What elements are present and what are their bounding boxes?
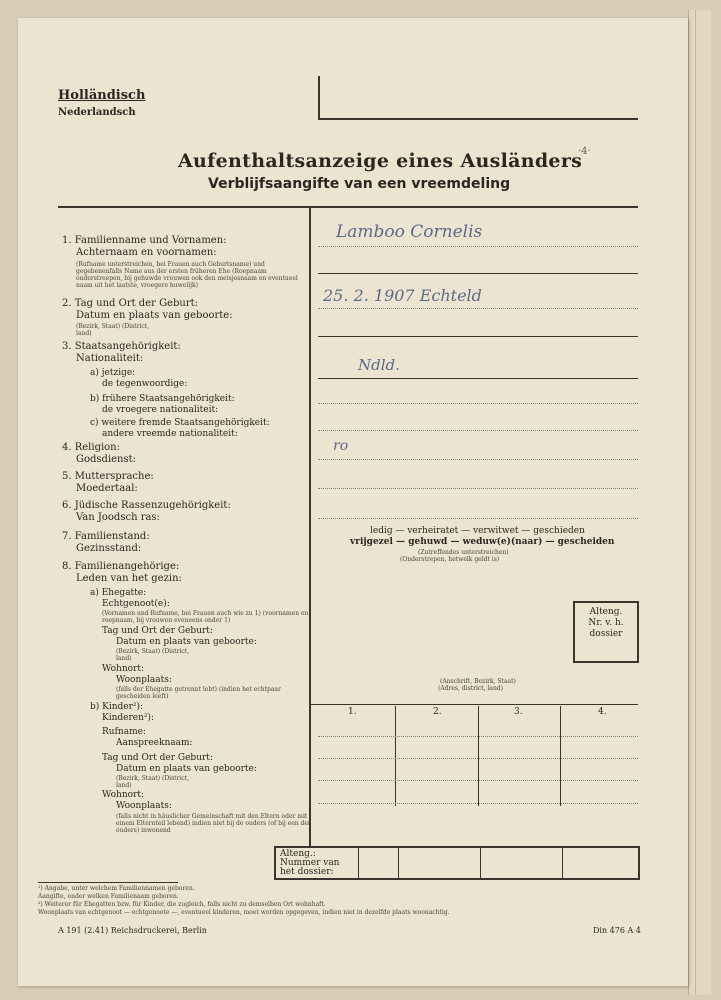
bracket-left xyxy=(318,76,320,120)
answer-name: Lamboo Cornelis xyxy=(336,222,483,242)
field-8a-residence-note: (falls der Ehegatte getrennt lebt) (indien het echtpaar gescheiden leeft) xyxy=(116,686,281,700)
title-nl: Verblijfsaangifte van een vreemdeling xyxy=(208,176,511,192)
column-line xyxy=(480,848,481,878)
field-1-label-de: 1. Familienname und Vornamen: xyxy=(62,235,227,246)
field-1-note: (Rufname unterstreichen, bei Frauen auch Geburtsname) und gegebenenfalls Name aus der ersten früheren Ehe (Roepnaam onderstreepen, bij gehuwde vrouwen ook den meisjesnaam en eventueel naam uit het laatste, vroegere huwelijk) xyxy=(76,261,298,289)
page-edge xyxy=(688,10,711,995)
footnote-2: ²) Weiterer für Ehegatten bzw. für Kinder, die zugleich, falls nicht zu demselben Ort wohnhaft. xyxy=(38,901,326,908)
field-2-label-nl: Datum en plaats van geboorte: xyxy=(76,310,233,321)
field-8a-birth-de: Tag und Ort der Geburt: xyxy=(102,626,213,636)
field-7-label-de: 7. Familienstand: xyxy=(62,531,150,542)
field-8b-label-nl: Kinderen²): xyxy=(102,713,155,723)
column-divider xyxy=(309,207,311,847)
child-col-4: 4. xyxy=(598,707,607,717)
field-8a-residence-de: Wohnort: xyxy=(102,664,145,674)
field-8b-name-nl: Aanspreeknaam: xyxy=(116,738,193,748)
dotted-line xyxy=(318,308,638,309)
language-label-nl: Nederlandsch xyxy=(58,107,136,118)
field-5-label-nl: Moedertaal: xyxy=(76,483,138,494)
dotted-line xyxy=(318,780,638,781)
column-line xyxy=(478,706,479,806)
dotted-line xyxy=(318,488,638,489)
field-8b-residence-note: (falls nicht in häuslicher Gemeinschaft mit den Eltern oder mit einem Elternteil lebend) indien niet bij de ouders (of bij een der ouders) inwonend xyxy=(116,813,311,834)
answer-birth: 25. 2. 1907 Echteld xyxy=(323,286,482,305)
answer-religion: ro xyxy=(333,438,349,454)
field-8a-birth-nl: Datum en plaats van geboorte: xyxy=(116,637,257,647)
marital-de: ledig — verheiratet — verwitwet — geschieden xyxy=(370,526,585,536)
column-line xyxy=(358,848,359,878)
paper-format: Din 476 A 4 xyxy=(593,926,641,935)
field-2-note: (Bezirk, Staat) (District, land) xyxy=(76,323,150,337)
dotted-line xyxy=(318,403,638,404)
field-8a-label-nl: Echtgenoot(e): xyxy=(102,599,170,609)
field-8b-birth-note: (Bezirk, Staat) (District, land) xyxy=(116,775,190,789)
field-8b-residence-nl: Woonplaats: xyxy=(116,801,172,811)
column-line xyxy=(395,706,396,806)
field-7-label-nl: Gezinsstand: xyxy=(76,543,142,554)
field-4-label-nl: Godsdienst: xyxy=(76,454,137,465)
dossier-label-1: Alteng. xyxy=(589,607,623,617)
dotted-line xyxy=(318,246,638,247)
children-header-rule xyxy=(310,704,638,705)
address-note-de: (Anschrift, Bezirk, Staat) xyxy=(440,678,516,685)
dotted-line xyxy=(318,430,638,431)
answer-nationality: Ndld. xyxy=(358,356,400,374)
dossier-label-2: Nr. v. h. xyxy=(588,618,624,628)
footnote-2b: Woonplaats van echtgenoot — echtgenoote —, eventueel kinderen, moet worden opgegeven, indien niet in dezelfde plaats woonachtig. xyxy=(38,909,450,916)
old-number-box xyxy=(274,846,640,880)
field-8b-name-de: Rufname: xyxy=(102,727,146,737)
child-col-1: 1. xyxy=(348,707,357,717)
field-8a-note: (Vornamen und Rufname, bei Frauen auch wie zu 1) (voornamen en roepnaam, bij vrouwen eveneens onder 1) xyxy=(102,610,309,624)
marital-note-de: (Zutreffendes unterstreichen) xyxy=(418,549,509,556)
field-2-label-de: 2. Tag und Ort der Geburt: xyxy=(62,298,198,309)
form-code: A 191 (2.41) Reichsdruckerei, Berlin xyxy=(58,926,207,935)
field-8-label-de: 8. Familienangehörige: xyxy=(62,561,180,572)
dotted-line xyxy=(318,459,638,460)
dotted-line xyxy=(318,758,638,759)
dotted-line xyxy=(318,803,638,804)
field-3-label-nl: Nationaliteit: xyxy=(76,353,144,364)
marital-nl: vrijgezel — gehuwd — weduw(e)(naar) — gescheiden xyxy=(350,537,615,547)
field-3c-label-nl: andere vreemde nationaliteit: xyxy=(102,429,238,439)
field-8b-birth-nl: Datum en plaats van geboorte: xyxy=(116,764,257,774)
answer-line-3 xyxy=(318,378,638,379)
field-8a-label-de: a) Ehegatte: xyxy=(90,588,147,598)
footnote-1: ¹) Angabe, unter welchem Familiennamen geboren. xyxy=(38,885,195,892)
dossier-label-3: dossier xyxy=(589,629,623,639)
old-number-l2: Nummer van xyxy=(280,858,340,868)
column-line xyxy=(562,848,563,878)
title-rule xyxy=(58,206,638,208)
field-8b-residence-de: Wohnort: xyxy=(102,790,145,800)
title-mark: ·4· xyxy=(578,146,591,157)
answer-line-2 xyxy=(318,336,638,337)
field-8-label-nl: Leden van het gezin: xyxy=(76,573,182,584)
marital-note-nl: (Onderstrepen, hetwelk geldt is) xyxy=(400,556,500,563)
field-3-label-de: 3. Staatsangehörigkeit: xyxy=(62,341,181,352)
field-6-label-de: 6. Jüdische Rassenzugehörigkeit: xyxy=(62,500,231,511)
field-3b-label-nl: de vroegere nationaliteit: xyxy=(102,405,219,415)
bracket-bottom xyxy=(318,118,638,120)
field-8a-residence-nl: Woonplaats: xyxy=(116,675,172,685)
field-6-label-nl: Van Joodsch ras: xyxy=(76,512,160,523)
field-8a-birth-note: (Bezirk, Staat) (District, land) xyxy=(116,648,190,662)
column-line xyxy=(398,848,399,878)
child-col-3: 3. xyxy=(514,707,523,717)
field-8b-birth-de: Tag und Ort der Geburt: xyxy=(102,753,213,763)
dossier-box xyxy=(573,601,639,663)
child-col-2: 2. xyxy=(433,707,442,717)
footnote-1b: Aangifte, onder welken Familienaam geboren. xyxy=(38,893,179,900)
old-number-l1: Alteng.: xyxy=(280,849,316,859)
field-3b-label-de: b) frühere Staatsangehörigkeit: xyxy=(90,394,235,404)
field-5-label-de: 5. Muttersprache: xyxy=(62,471,154,482)
field-3c-label-de: c) weitere fremde Staatsangehörigkeit: xyxy=(90,418,270,428)
field-8b-label-de: b) Kinder²): xyxy=(90,702,144,712)
language-label-de: Holländisch xyxy=(58,88,146,103)
footnote-rule xyxy=(38,882,178,883)
dotted-line xyxy=(318,736,638,737)
answer-line-1 xyxy=(318,273,638,274)
form-sheet xyxy=(18,18,688,986)
old-number-l3: het dossier: xyxy=(280,867,334,877)
field-3a-label-nl: de tegenwoordige: xyxy=(102,379,188,389)
field-3a-label-de: a) jetzige: xyxy=(90,368,136,378)
dotted-line xyxy=(318,518,638,519)
address-note-nl: (Adres, district, land) xyxy=(438,685,503,692)
field-4-label-de: 4. Religion: xyxy=(62,442,120,453)
column-line xyxy=(560,706,561,806)
field-1-label-nl: Achternaam en voornamen: xyxy=(76,247,217,258)
title-de: Aufenthaltsanzeige eines Ausländers xyxy=(178,150,583,172)
